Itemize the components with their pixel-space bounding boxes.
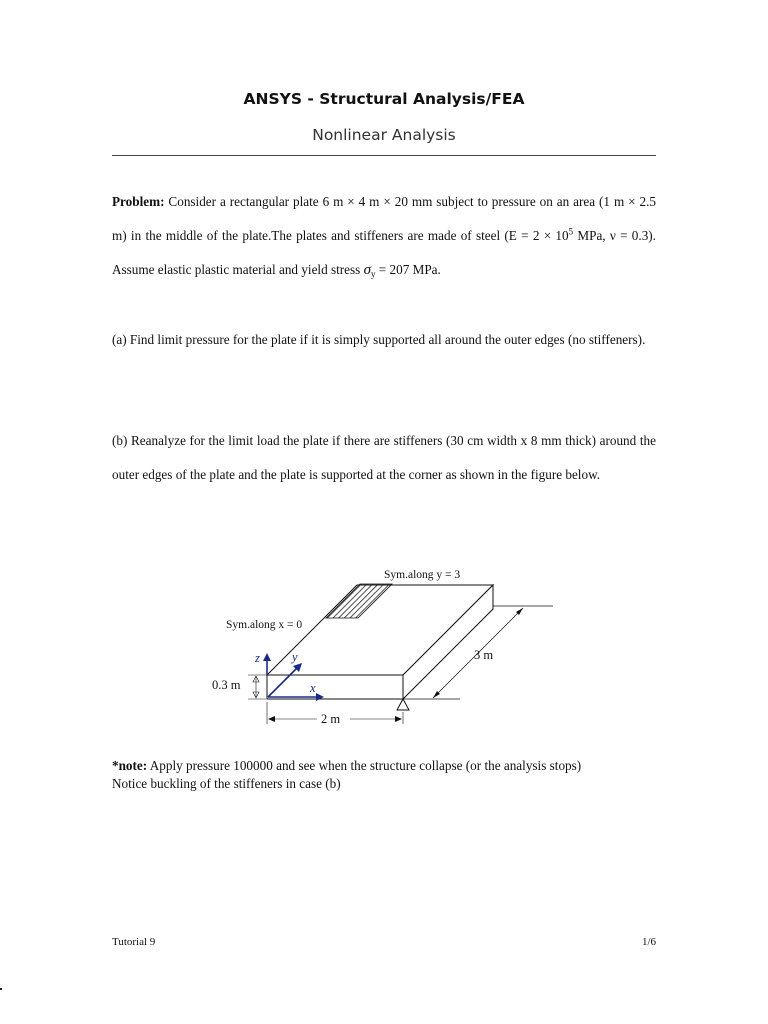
problem-text-1: Consider a rectangular plate 6 m × 4 m × 20 mm subject to pressure on an area (1 m × 2.5 m) in the middle of the plate.The plates and stiffeners are made of steel (E = 2 × 10	[112, 194, 656, 243]
note-block	[112, 757, 672, 793]
footer-tutorial-label: Tutorial 9	[112, 936, 156, 948]
symmetry-label-x: Sym.along x = 0	[226, 619, 303, 631]
width-arrow-left	[268, 716, 275, 722]
problem-text-2: MPa, ν = 0.3). Assume elastic plastic material and yield stress	[112, 228, 656, 277]
axis-y-label: y	[292, 650, 298, 664]
dimension-label-0-3m: 0.3 m	[212, 678, 241, 692]
dimension-label-2m: 2 m	[321, 712, 341, 726]
footer-page-number: 1/6	[641, 936, 656, 948]
axis-z-arrowhead	[263, 653, 271, 661]
problem-exponent: 5	[568, 226, 574, 237]
symmetry-label-y: Sym.along y = 3	[384, 569, 461, 581]
sigma-subscript: y	[371, 269, 376, 279]
corner-support-icon	[397, 699, 409, 710]
note-label: *note:	[112, 758, 148, 773]
stray-dot	[0, 988, 2, 990]
axis-x-label: x	[310, 681, 316, 695]
dimension-label-3m: 3 m	[474, 648, 494, 662]
document-title: ANSYS - Structural Analysis/FEA	[243, 90, 525, 108]
part-a-paragraph: (a) Find limit pressure for the plate if it is simply supported all around the outer edges (no stiffeners).	[112, 332, 646, 347]
part-b-paragraph: (b) Reanalyze for the limit load the plate if there are stiffeners (30 cm width x 8 mm thick) around the outer edges of the plate and the plate is supported at the corner as shown in the figure below.	[112, 433, 656, 482]
axis-z-label: z	[255, 651, 260, 665]
document-subtitle: Nonlinear Analysis	[312, 126, 456, 144]
sigma-symbol: σ	[363, 262, 371, 278]
width-arrow-right	[395, 716, 402, 722]
note-line-1	[112, 757, 672, 775]
problem-label: Problem:	[112, 194, 165, 209]
note-text-1: Apply pressure 100000 and see when the structure collapse (or the analysis stops)	[147, 758, 582, 773]
problem-text-3: = 207 MPa.	[375, 262, 441, 277]
note-line-2: Notice buckling of the stiffeners in case (b)	[112, 776, 341, 791]
